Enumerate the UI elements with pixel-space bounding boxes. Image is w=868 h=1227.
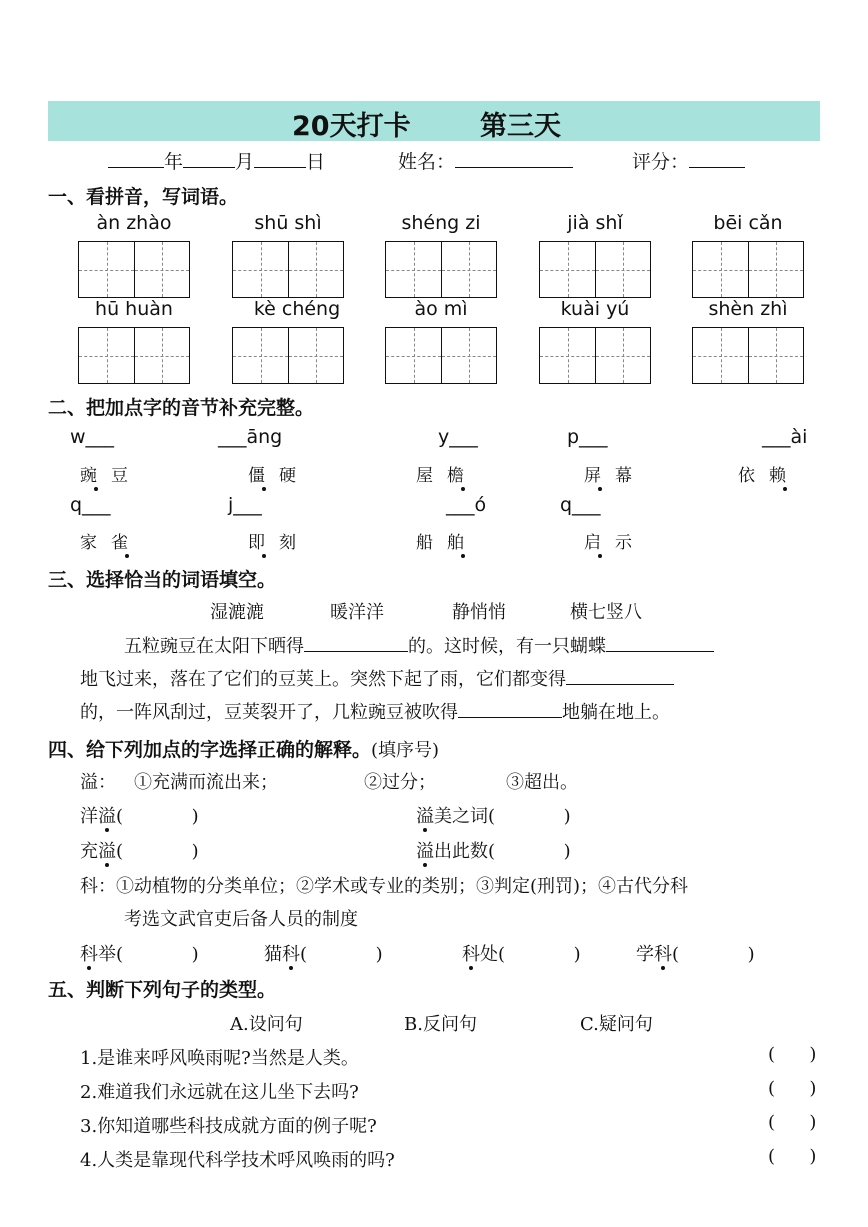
writing-grid[interactable] bbox=[78, 327, 190, 384]
paragraph-line-2 bbox=[80, 665, 674, 691]
writing-grid[interactable] bbox=[385, 327, 497, 384]
answer-item[interactable] bbox=[80, 837, 199, 863]
section-1-heading: 一、看拼音，写词语。 bbox=[48, 186, 239, 208]
char: 船 bbox=[416, 533, 447, 553]
syllable-blank[interactable]: w___ bbox=[70, 426, 115, 448]
dotted-char: 豌 bbox=[80, 466, 111, 486]
text: 美之词( ) bbox=[434, 806, 571, 827]
title-bar bbox=[48, 101, 820, 141]
syllable-blank[interactable]: q___ bbox=[560, 494, 601, 516]
text: 的。这时候，有一只蝴蝶 bbox=[408, 636, 606, 657]
char: 幕 bbox=[615, 466, 646, 486]
word bbox=[248, 528, 310, 553]
dotted-char: 舶 bbox=[447, 533, 478, 553]
char: 家 bbox=[80, 533, 111, 553]
answer-paren[interactable]: ( ) bbox=[768, 1044, 817, 1065]
dotted-char: 科 bbox=[282, 944, 300, 965]
char: 示 bbox=[615, 533, 646, 553]
writing-grid[interactable] bbox=[232, 241, 344, 298]
text: 五粒豌豆在太阳下晒得 bbox=[124, 636, 304, 657]
year-label: 年 bbox=[164, 151, 184, 173]
char: 洋 bbox=[80, 806, 98, 827]
answer-item[interactable] bbox=[462, 940, 581, 966]
header-score bbox=[632, 147, 745, 174]
syllable-blank[interactable]: j___ bbox=[228, 494, 262, 516]
dotted-char: 溢 bbox=[416, 841, 434, 862]
section-5-heading: 五、判断下列句子的类型。 bbox=[48, 979, 277, 1001]
fill-blank[interactable] bbox=[458, 699, 562, 718]
fill-blank[interactable] bbox=[606, 633, 714, 652]
header-date bbox=[108, 147, 325, 174]
syllable-blank[interactable]: p___ bbox=[567, 426, 608, 448]
question: 2.难道我们永远就在这儿坐下去吗? bbox=[80, 1082, 359, 1103]
answer-paren[interactable]: ( ) bbox=[768, 1146, 817, 1167]
syllable-blank[interactable]: q___ bbox=[70, 494, 111, 516]
char: 豆 bbox=[111, 466, 142, 486]
dotted-char: 檐 bbox=[447, 466, 478, 486]
option: 湿漉漉 bbox=[210, 602, 264, 623]
dotted-char: 科 bbox=[654, 944, 672, 965]
char: 屋 bbox=[416, 466, 447, 486]
question: 4.人类是靠现代科学技术呼风唤雨的吗? bbox=[80, 1150, 395, 1171]
yi-option: ①充满而流出来； bbox=[134, 772, 278, 793]
dotted-char: 溢 bbox=[98, 841, 116, 862]
text: ( ) bbox=[300, 944, 383, 965]
answer-paren[interactable]: ( ) bbox=[768, 1112, 817, 1133]
dotted-char: 科 bbox=[462, 944, 480, 965]
month-label: 月 bbox=[235, 151, 255, 173]
question: 3.你知道哪些科技成就方面的例子呢? bbox=[80, 1116, 377, 1137]
writing-grid[interactable] bbox=[385, 241, 497, 298]
pinyin: shéng zi bbox=[401, 212, 481, 234]
year-blank[interactable] bbox=[108, 147, 164, 168]
text: ( ) bbox=[672, 944, 755, 965]
score-label: 评分： bbox=[632, 151, 690, 173]
day-blank[interactable] bbox=[254, 147, 306, 168]
yi-option: ③超出。 bbox=[506, 772, 578, 793]
writing-grid[interactable] bbox=[692, 327, 804, 384]
pinyin: kè chéng bbox=[253, 298, 341, 320]
syllable-blank[interactable]: y___ bbox=[438, 426, 478, 448]
dotted-char: 赖 bbox=[769, 466, 800, 486]
section-4-heading bbox=[48, 735, 439, 762]
char: 学 bbox=[636, 944, 654, 965]
text: 出此数( ) bbox=[434, 841, 571, 862]
title-left: 20天打卡 bbox=[292, 111, 411, 142]
dotted-char: 启 bbox=[584, 533, 615, 553]
char: 硬 bbox=[279, 466, 310, 486]
yi-option: ②过分； bbox=[364, 772, 436, 793]
section-3-heading: 三、选择恰当的词语填空。 bbox=[48, 569, 277, 591]
question: 1.是谁来呼风唤雨呢?当然是人类。 bbox=[80, 1048, 359, 1069]
dotted-char: 屏 bbox=[584, 466, 615, 486]
char: 刻 bbox=[279, 533, 310, 553]
char: 猫 bbox=[264, 944, 282, 965]
fill-blank[interactable] bbox=[566, 666, 674, 685]
pinyin: bēi cǎn bbox=[713, 212, 783, 234]
word bbox=[584, 528, 646, 553]
word bbox=[80, 528, 142, 553]
heading-text: 四、给下列加点的字选择正确的解释。 bbox=[48, 739, 372, 761]
word bbox=[80, 461, 142, 486]
text: ( ) bbox=[116, 806, 199, 827]
option: A.设问句 bbox=[230, 1014, 303, 1035]
writing-grid[interactable] bbox=[232, 327, 344, 384]
pinyin: àn zhào bbox=[96, 212, 172, 234]
syllable-blank[interactable]: ___ài bbox=[762, 426, 808, 448]
option: 静悄悄 bbox=[452, 602, 506, 623]
answer-item[interactable] bbox=[416, 802, 571, 828]
dotted-char: 溢 bbox=[98, 806, 116, 827]
option: 横七竖八 bbox=[570, 602, 642, 623]
header-name bbox=[398, 147, 573, 174]
writing-grid[interactable] bbox=[692, 241, 804, 298]
text: 举( ) bbox=[98, 944, 199, 965]
option: 暖洋洋 bbox=[330, 602, 384, 623]
name-blank[interactable] bbox=[455, 147, 573, 168]
writing-grid[interactable] bbox=[539, 327, 651, 384]
option: C.疑问句 bbox=[580, 1014, 653, 1035]
dotted-char: 僵 bbox=[248, 466, 279, 486]
option: B.反问句 bbox=[404, 1014, 477, 1035]
heading-note: (填序号) bbox=[371, 740, 440, 761]
pinyin: shèn zhì bbox=[708, 298, 788, 320]
day-label: 日 bbox=[306, 151, 326, 173]
text: 的，一阵风刮过，豆荚裂开了，几粒豌豆被吹得 bbox=[80, 702, 458, 723]
text: ( ) bbox=[116, 841, 199, 862]
score-blank[interactable] bbox=[689, 147, 745, 168]
section-2-heading: 二、把加点字的音节补充完整。 bbox=[48, 397, 315, 419]
word bbox=[584, 461, 646, 486]
text: 地飞过来，落在了它们的豆荚上。突然下起了雨，它们都变得 bbox=[80, 669, 566, 690]
month-blank[interactable] bbox=[183, 147, 235, 168]
text: 处( ) bbox=[480, 944, 581, 965]
ke-definition-cont: 考选文武官吏后备人员的制度 bbox=[124, 909, 358, 930]
paragraph-line-3 bbox=[80, 698, 670, 724]
paragraph-line-1 bbox=[124, 632, 714, 658]
dotted-char: 科 bbox=[80, 944, 98, 965]
title-right: 第三天 bbox=[480, 111, 561, 142]
pinyin: shū shì bbox=[254, 212, 322, 234]
syllable-blank[interactable]: ___ó bbox=[446, 494, 487, 516]
pinyin: ào mì bbox=[414, 298, 468, 320]
word bbox=[416, 461, 478, 486]
dotted-char: 雀 bbox=[111, 533, 142, 553]
ke-definition: 科：①动植物的分类单位；②学术或专业的类别；③判定(刑罚)；④古代分科 bbox=[80, 876, 689, 897]
writing-grid[interactable] bbox=[539, 241, 651, 298]
pinyin: hū huàn bbox=[95, 298, 173, 320]
answer-item[interactable] bbox=[80, 940, 199, 966]
answer-item[interactable] bbox=[80, 802, 199, 828]
pinyin: jià shǐ bbox=[567, 212, 623, 234]
answer-item[interactable] bbox=[264, 940, 383, 966]
syllable-blank[interactable]: ___āng bbox=[218, 426, 283, 448]
dotted-char: 即 bbox=[248, 533, 279, 553]
word bbox=[416, 528, 478, 553]
word bbox=[738, 461, 800, 486]
text: 地躺在地上。 bbox=[562, 702, 670, 723]
yi-label: 溢： bbox=[80, 772, 116, 793]
answer-item[interactable] bbox=[636, 940, 755, 966]
fill-blank[interactable] bbox=[304, 633, 408, 652]
writing-grid[interactable] bbox=[78, 241, 190, 298]
answer-item[interactable] bbox=[416, 837, 571, 863]
pinyin: kuài yú bbox=[560, 298, 630, 320]
char: 依 bbox=[738, 466, 769, 486]
char: 充 bbox=[80, 841, 98, 862]
dotted-char: 溢 bbox=[416, 806, 434, 827]
name-label: 姓名： bbox=[398, 151, 456, 173]
answer-paren[interactable]: ( ) bbox=[768, 1078, 817, 1099]
word bbox=[248, 461, 310, 486]
